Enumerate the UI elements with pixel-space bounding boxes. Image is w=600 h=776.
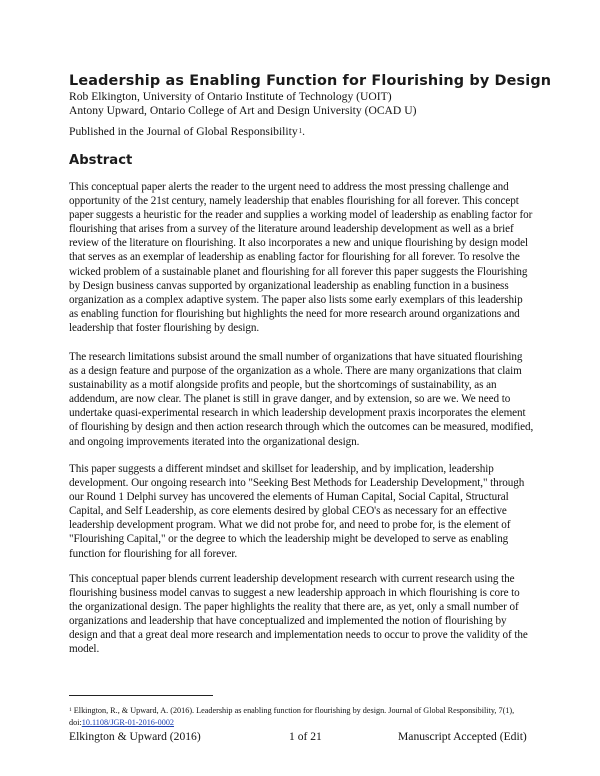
paper-title: Leadership as Enabling Function for Flourishing by Design xyxy=(69,73,552,89)
abstract-paragraph-3: This paper suggests a different mindset and skillset for leadership, and by implication, leadership development. Our ongoing research into "Seeking Best Methods for Leadership Development," through our Round 1 Delphi survey has uncovered the elements of Human Capital, Social Capital, Structural Capital, and Self Leadership, as core elements desired by global CEO's as necessary for an effective leadership development program. What we did not probe for, and need to probe for, is the element of "Flourishing Capital," or the degree to which the leadership might be developed to serve as enabling function for flourishing for all forever. xyxy=(69,463,525,560)
footnote-text: Elkington, R., & Upward, A. (2016). Leadership as enabling function for flourishing by design. Journal of Global Responsibility, 7(1), doi: xyxy=(69,706,515,727)
publication-note: Published in the Journal of Global Responsibility$^1$. xyxy=(69,125,306,138)
footnote-mark: 1 xyxy=(69,707,72,713)
author-line-2: Antony Upward, Ontario College of Art and Design University (OCAD U) xyxy=(69,104,417,117)
abstract-paragraph-2: The research limitations subsist around the small number of organizations that have situated flourishing as a design feature and purpose of the organization as a whole. There are many organizations that claim sustainability as a motif alongside profits and people, but the shortcomings of sustainability, as an addendum, are now clear. The planet is still in grave danger, and by extension, so are we. We need to undertake quasi-experimental research in which leadership development praxis incorporates the element of flourishing by design and then action research through which the outcomes can be measured, modified, and ongoing improvements iterated into the organizational design. xyxy=(69,351,534,448)
publication-note-text: Published in the Journal of Global Responsibility xyxy=(69,125,298,138)
footer-citation: Elkington & Upward (2016) xyxy=(69,730,201,743)
footnote-reference[interactable]: 1 xyxy=(298,127,303,135)
manuscript-status: Manuscript Accepted (Edit) xyxy=(398,730,527,743)
footnote-divider xyxy=(69,695,213,696)
doi-link[interactable]: 10.1108/JGR-01-2016-0002 xyxy=(81,717,175,727)
abstract-heading: Abstract xyxy=(69,153,133,168)
author-line-1: Rob Elkington, University of Ontario Institute of Technology (UOIT) xyxy=(69,90,392,103)
abstract-paragraph-1: This conceptual paper alerts the reader to the urgent need to address the most pressing challenge and opportunity of the 21st century, namely leadership that enables flourishing for all forever. This concept paper suggests a heuristic for the reader and supplies a working model of leadership as enabling factor for flourishing that arises from a survey of the literature around leadership development as well as a brief review of the literature on flourishing. It also incorporates a new and unique flourishing by design model that serves as an exemplar of leadership as enabling factor for flourishing for all forever. To resolve the wicked problem of a sustainable planet and flourishing for all forever this paper suggests the Flourishing by Design business canvas supported by organizational leadership as enabling function in a business organization as a complex adaptive system. The paper also lists some early exemplars of this leadership as enabling function for flourishing but highlights the need for more research around organizations and leadership that foster flourishing by design. xyxy=(69,181,533,334)
abstract-paragraph-4: This conceptual paper blends current leadership development research with current research using the flourishing business model canvas to suggest a new leadership approach in which flourishing is core to the organizational design. The paper highlights the reality that there are, as yet, only a small number of organizations and leadership that have conceptualized and implemented the notion of flourishing by design and that a great deal more research and implementation needs to occur to prove the validity of the model. xyxy=(69,573,528,656)
page-number: 1 of 21 xyxy=(289,730,322,743)
footnote xyxy=(69,705,539,728)
